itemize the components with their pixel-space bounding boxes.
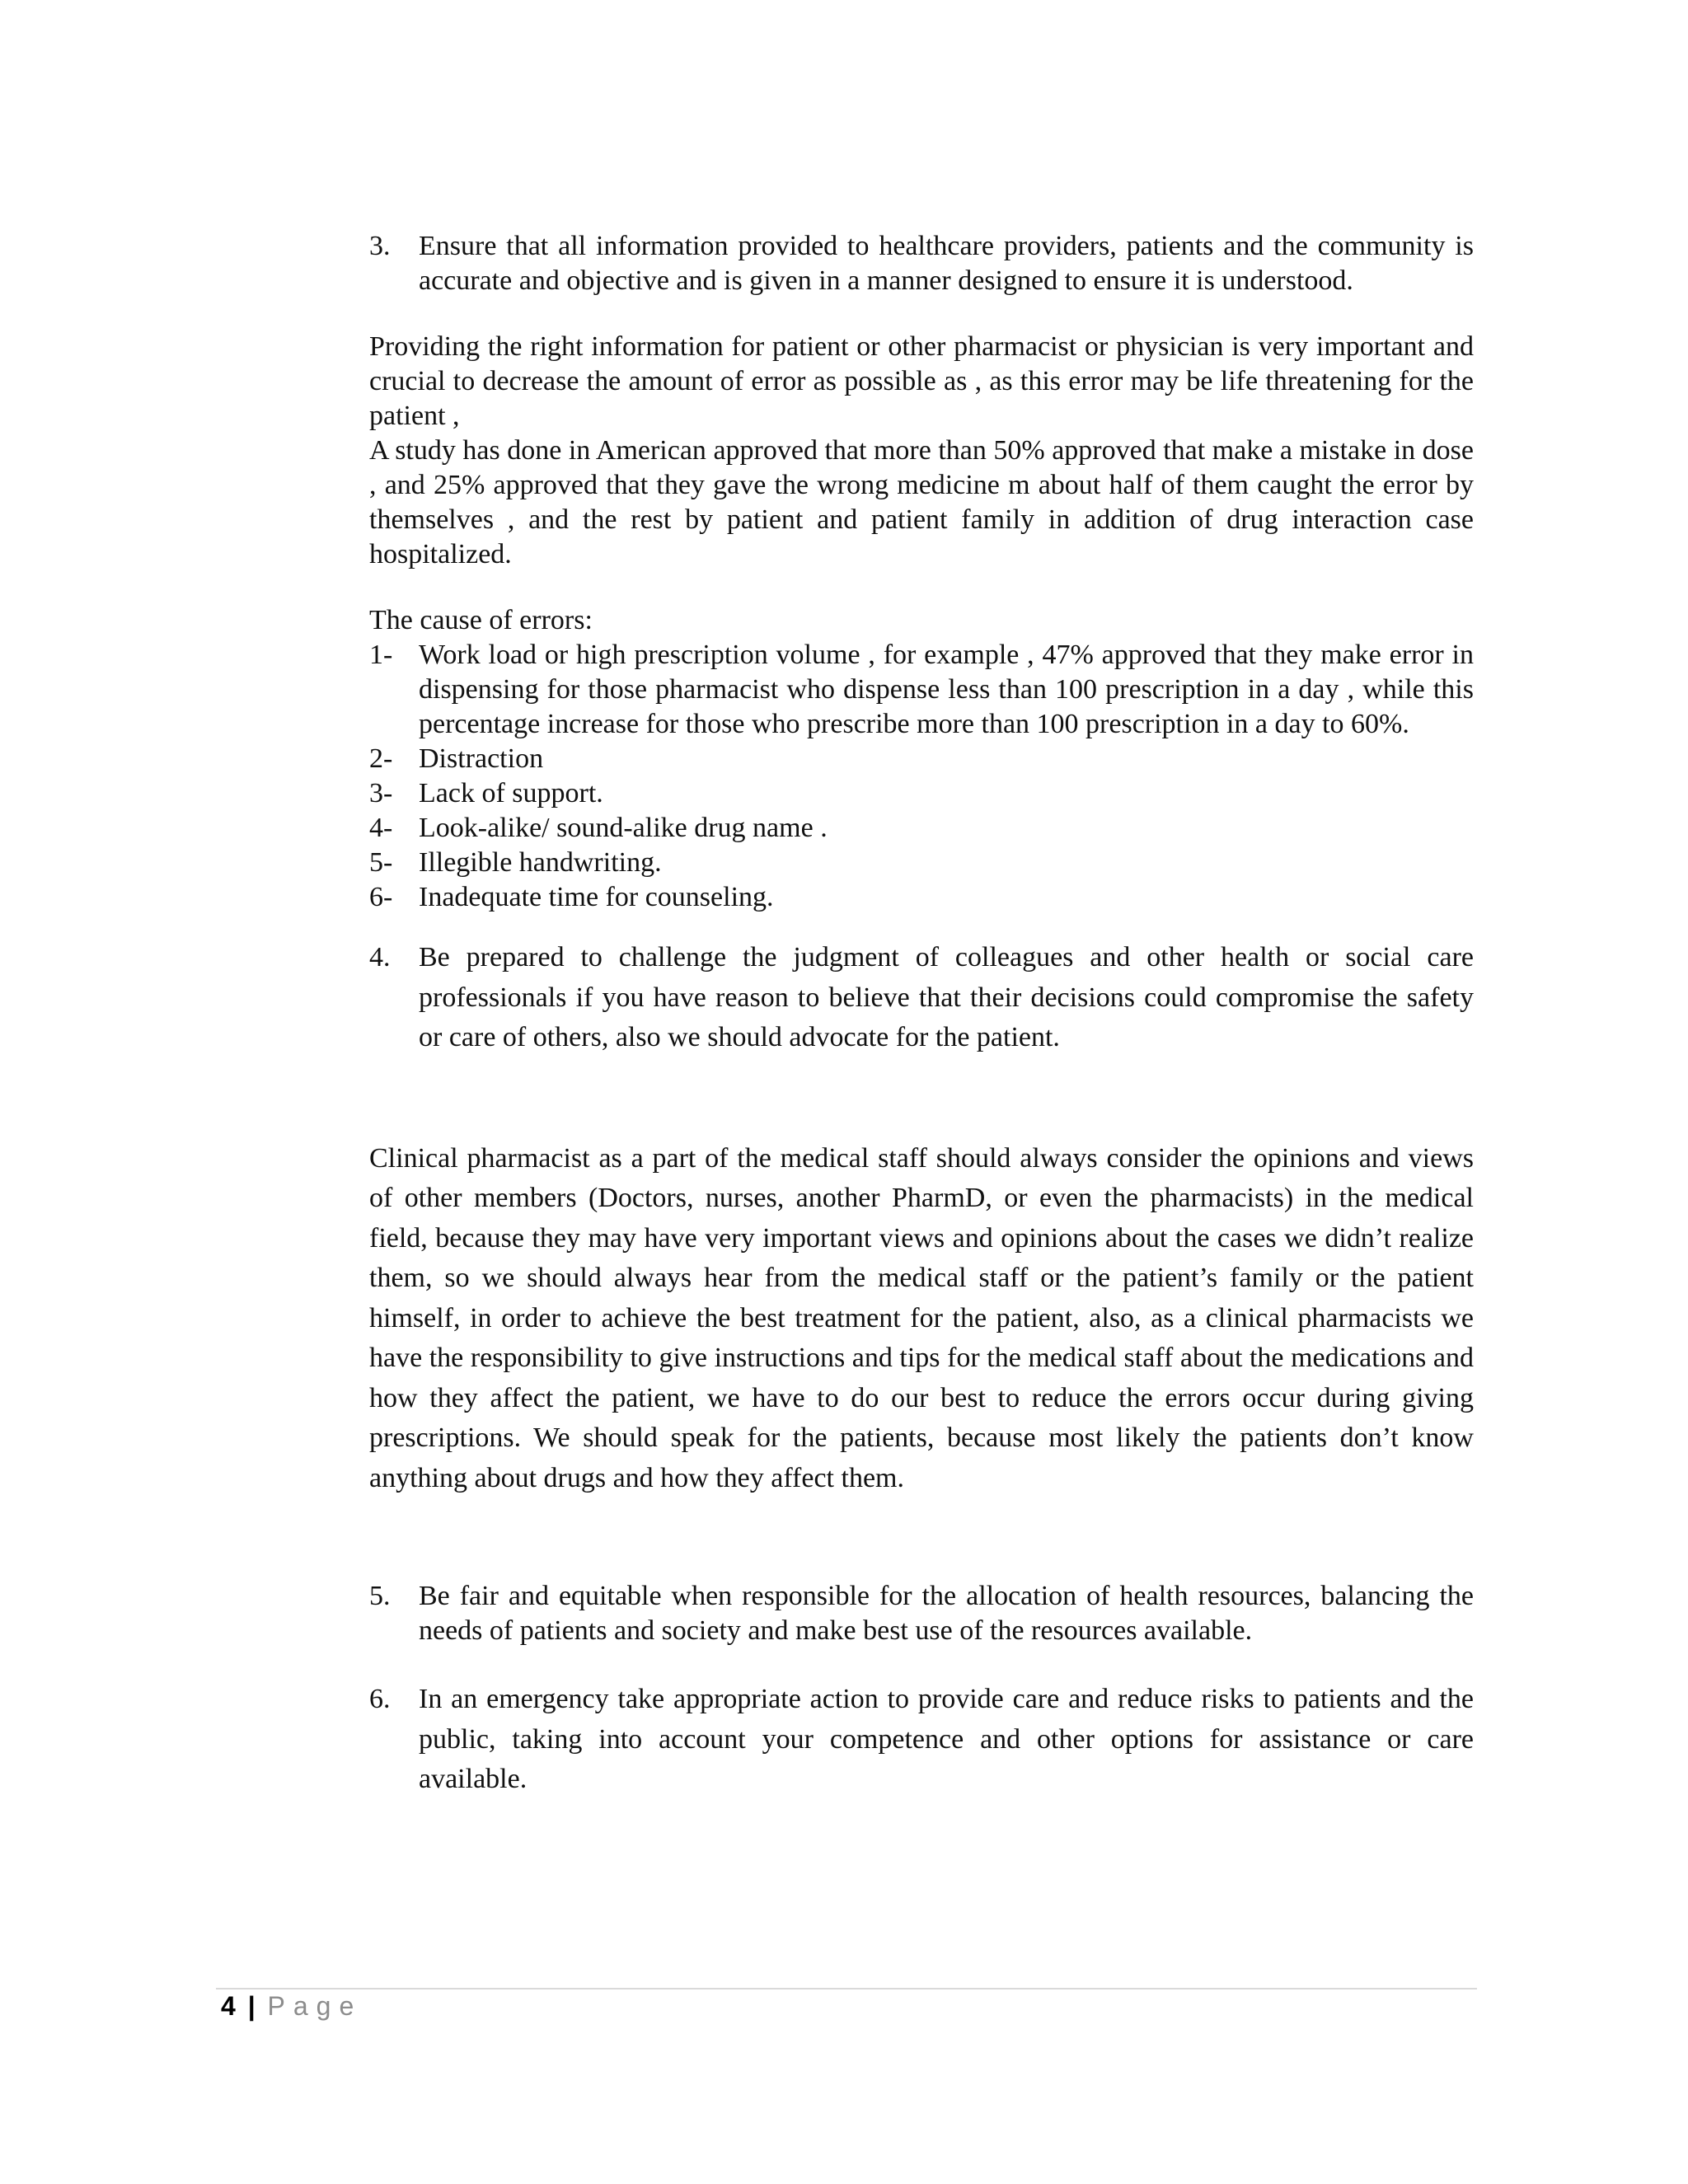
list-item-number: 5. <box>369 1581 391 1611</box>
page-number: 4 <box>221 1991 236 2021</box>
list-item-5 <box>369 1579 1474 1648</box>
cause-text: Inadequate time for counseling. <box>419 882 774 912</box>
cause-text: Look-alike/ sound-alike drug name . <box>419 813 828 843</box>
cause-number: 6- <box>369 882 393 912</box>
list-item-text: Be prepared to challenge the judgment of colleagues and other health or social care professionals if you have reason to believe that their decisions could compromise the safety or care of others, also we should advocate for the patient. <box>419 942 1474 1052</box>
footer-separator: | <box>247 1991 256 2021</box>
cause-text: Work load or high prescription volume , for example , 47% approved that they make error in dispensing for those pharmacist who dispense less than 100 prescription in a day , while this percentage increase for those who prescribe more than 100 prescription in a day to 60%. <box>419 640 1474 739</box>
list-item-6 <box>369 1680 1474 1800</box>
cause-text: Lack of support. <box>419 778 603 808</box>
paragraph-clinical-pharmacist: Clinical pharmacist as a part of the medical staff should always consider the opinions and views of other members (Doctors, nurses, another PharmD, or even the pharmacists) in the medical field, because they may have very important views and opinions about the cases we didn’t realize them, so we should always hear from the medical staff or the patient’s family or the patient himself, in order to achieve the best treatment for the patient, also, as a clinical pharmacists we have the responsibility to give instructions and tips for the medical staff about the medications and how they affect the patient, we have to do our best to reduce the errors occur during giving prescriptions. We should speak for the patients, because most likely the patients don’t know anything about drugs and how they affect them. <box>369 1142 1474 1493</box>
cause-number: 4- <box>369 813 393 843</box>
page-footer <box>221 1990 362 2022</box>
causes-heading: The cause of errors: <box>369 605 593 635</box>
cause-item <box>369 880 1474 915</box>
cause-number: 3- <box>369 778 393 808</box>
cause-number: 1- <box>369 640 393 670</box>
cause-item <box>369 811 1474 846</box>
footer-divider <box>216 1988 1477 1990</box>
cause-item <box>369 638 1474 742</box>
list-item-number: 3. <box>369 231 391 261</box>
cause-item <box>369 846 1474 880</box>
paragraph-study: A study has done in American approved that more than 50% approved that make a mistake in dose , and 25% approved that they gave the wrong medicine m about half of them caught the error by themselves , and the rest by patient and patient family in addition of drug interaction case hospitalized. <box>369 435 1474 569</box>
page-label: Page <box>267 1991 363 2021</box>
causes-list <box>369 638 1474 915</box>
page-content <box>369 229 1474 1800</box>
list-item-3 <box>369 229 1474 298</box>
list-item-number: 6. <box>369 1684 391 1714</box>
cause-item <box>369 776 1474 811</box>
cause-number: 5- <box>369 847 393 878</box>
list-item-text: In an emergency take appropriate action to provide care and reduce risks to patients and the public, taking into account your competence and other options for assistance or care available. <box>419 1684 1474 1794</box>
cause-item <box>369 742 1474 776</box>
paragraph-right-information: Providing the right information for patient or other pharmacist or physician is very important and crucial to decrease the amount of error as possible as , as this error may be life threatening for the patient , <box>369 331 1474 431</box>
list-item-text: Ensure that all information provided to healthcare providers, patients and the community is accurate and objective and is given in a manner designed to ensure it is understood. <box>419 231 1474 296</box>
cause-text: Illegible handwriting. <box>419 847 662 878</box>
list-item-number: 4. <box>369 942 391 972</box>
cause-number: 2- <box>369 743 393 774</box>
list-item-4 <box>369 938 1474 1058</box>
list-item-text: Be fair and equitable when responsible for the allocation of health resources, balancing the needs of patients and society and make best use of the resources available. <box>419 1581 1474 1646</box>
cause-text: Distraction <box>419 743 544 774</box>
